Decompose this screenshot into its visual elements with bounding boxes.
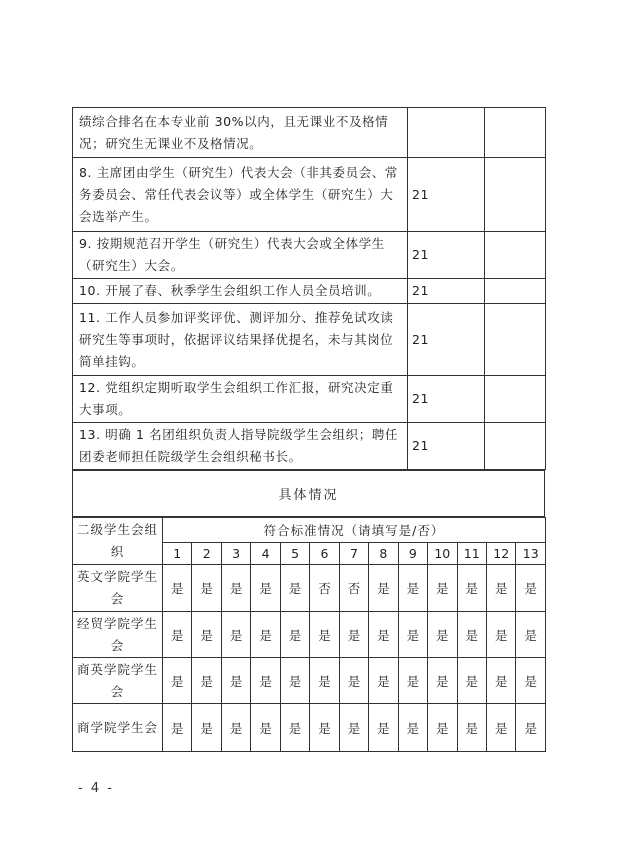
org-row (73, 565, 546, 612)
compliance-value: 是 (163, 612, 192, 658)
org-row (73, 704, 546, 752)
criteria-empty-cell (485, 423, 546, 470)
criteria-text: 绩综合排名在本专业前 30%以内，且无课业不及格情况；研究生无课业不及格情况。 (73, 108, 408, 158)
compliance-value: 是 (192, 565, 221, 612)
compliance-value: 是 (457, 658, 486, 704)
org-row (73, 612, 546, 658)
compliance-value: 是 (280, 612, 309, 658)
compliance-value: 是 (339, 658, 368, 704)
compliance-value: 是 (428, 565, 457, 612)
criteria-row (73, 279, 546, 304)
criterion-number-header: 12 (486, 543, 515, 565)
criteria-score: 21 (408, 304, 485, 376)
criterion-number-header: 3 (221, 543, 250, 565)
compliance-value: 是 (398, 565, 427, 612)
compliance-value: 是 (369, 704, 398, 752)
compliance-value: 是 (280, 565, 309, 612)
compliance-value: 是 (486, 612, 515, 658)
compliance-value: 是 (221, 658, 250, 704)
standard-header: 符合标准情况（请填写是/否） (163, 518, 546, 543)
compliance-value: 是 (221, 704, 250, 752)
criteria-score: 21 (408, 423, 485, 470)
compliance-value: 是 (398, 704, 427, 752)
compliance-value: 是 (280, 704, 309, 752)
page-number: - 4 - (78, 781, 114, 796)
criteria-row (73, 158, 546, 232)
compliance-value: 是 (310, 612, 339, 658)
compliance-value: 否 (310, 565, 339, 612)
criterion-number-header: 6 (310, 543, 339, 565)
compliance-value: 是 (457, 612, 486, 658)
criteria-empty-cell (485, 279, 546, 304)
compliance-value: 是 (163, 658, 192, 704)
criteria-row (73, 376, 546, 423)
compliance-value: 是 (339, 704, 368, 752)
criteria-score: 21 (408, 279, 485, 304)
criteria-empty-cell (485, 108, 546, 158)
criteria-empty-cell (485, 158, 546, 232)
compliance-value: 是 (192, 658, 221, 704)
criterion-number-header: 11 (457, 543, 486, 565)
compliance-value: 是 (516, 658, 546, 704)
compliance-value: 是 (428, 658, 457, 704)
criteria-text: 13. 明确 1 名团组织负责人指导院级学生会组织；聘任团委老师担任院级学生会组织秘书长。 (73, 423, 408, 470)
compliance-value: 是 (163, 565, 192, 612)
criterion-number-header: 10 (428, 543, 457, 565)
criteria-empty-cell (485, 304, 546, 376)
criterion-number-header: 5 (280, 543, 309, 565)
compliance-value: 是 (428, 612, 457, 658)
criteria-row (73, 423, 546, 470)
compliance-value: 是 (398, 658, 427, 704)
criteria-score: 21 (408, 232, 485, 279)
compliance-value: 是 (221, 565, 250, 612)
compliance-value: 是 (369, 658, 398, 704)
compliance-value: 是 (486, 658, 515, 704)
compliance-value: 是 (457, 565, 486, 612)
criteria-score (408, 108, 485, 158)
compliance-value: 是 (280, 658, 309, 704)
criteria-empty-cell (485, 376, 546, 423)
compliance-value: 是 (339, 612, 368, 658)
compliance-value: 是 (251, 612, 280, 658)
compliance-value: 是 (251, 704, 280, 752)
compliance-value: 是 (369, 612, 398, 658)
criteria-text: 8. 主席团由学生（研究生）代表大会（非其委员会、常务委员会、常任代表会议等）或全体学生（研究生）大会选举产生。 (73, 158, 408, 232)
compliance-value: 是 (163, 704, 192, 752)
criterion-number-header: 7 (339, 543, 368, 565)
compliance-value: 是 (398, 612, 427, 658)
criteria-table (72, 107, 546, 470)
criterion-number-header: 8 (369, 543, 398, 565)
criteria-score: 21 (408, 376, 485, 423)
compliance-value: 是 (516, 704, 546, 752)
compliance-value: 是 (310, 704, 339, 752)
criterion-number-header: 13 (516, 543, 546, 565)
compliance-value: 是 (428, 704, 457, 752)
criteria-score: 21 (408, 158, 485, 232)
criteria-text: 11. 工作人员参加评奖评优、测评加分、推荐免试攻读研究生等事项时，依据评议结果择优提名，未与其岗位简单挂钩。 (73, 304, 408, 376)
compliance-value: 是 (486, 704, 515, 752)
criterion-number-header: 1 (163, 543, 192, 565)
compliance-value: 是 (310, 658, 339, 704)
criteria-text: 10. 开展了春、秋季学生会组织工作人员全员培训。 (73, 279, 408, 304)
compliance-value: 是 (192, 704, 221, 752)
compliance-value: 是 (221, 612, 250, 658)
org-name: 商英学院学生会 (73, 658, 163, 704)
criteria-row (73, 304, 546, 376)
org-name: 英文学院学生会 (73, 565, 163, 612)
compliance-value: 是 (457, 704, 486, 752)
compliance-value: 是 (486, 565, 515, 612)
criterion-number-header: 9 (398, 543, 427, 565)
org-name: 经贸学院学生会 (73, 612, 163, 658)
compliance-grid (72, 517, 546, 752)
criteria-row (73, 232, 546, 279)
compliance-value: 是 (251, 565, 280, 612)
criteria-text: 12. 党组织定期听取学生会组织工作汇报，研究决定重大事项。 (73, 376, 408, 423)
section-header-table (72, 470, 545, 517)
compliance-value: 否 (339, 565, 368, 612)
criteria-empty-cell (485, 232, 546, 279)
compliance-value: 是 (192, 612, 221, 658)
org-name: 商学院学生会 (73, 704, 163, 752)
section-title: 具体情况 (73, 471, 545, 517)
org-column-header: 二级学生会组织 (73, 518, 163, 565)
compliance-value: 是 (251, 658, 280, 704)
criteria-table-sheet (72, 107, 545, 752)
criterion-number-header: 2 (192, 543, 221, 565)
compliance-value: 是 (516, 565, 546, 612)
criteria-text: 9. 按期规范召开学生（研究生）代表大会或全体学生（研究生）大会。 (73, 232, 408, 279)
criteria-row (73, 108, 546, 158)
compliance-value: 是 (516, 612, 546, 658)
org-row (73, 658, 546, 704)
criterion-number-header: 4 (251, 543, 280, 565)
compliance-value: 是 (369, 565, 398, 612)
